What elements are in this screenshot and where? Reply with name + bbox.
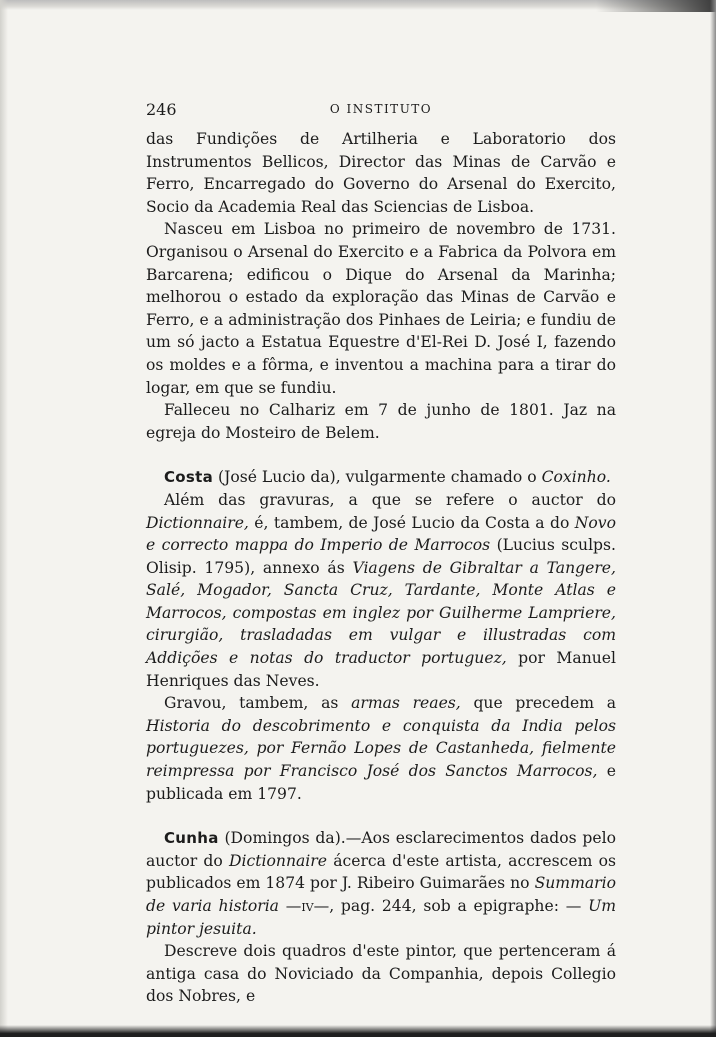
text-run: (José Lucio da), vulgarmente chamado o (213, 468, 542, 487)
running-title: O INSTITUTO (329, 102, 433, 116)
text-run: Gravou, tambem, as (164, 694, 352, 713)
paragraph-birth: Nasceu em Lisboa no primeiro de novembro de 1731. Organisou o Arsenal do Exercito e a Fabrica da Polvora em Barcarena; edificou o Dique do Arsenal da Marinha; melhorou o estado da exploração das Minas de Carvão e Ferro, e a administração dos Pinhaes de Leiria; e fundiu de um só jacto a Estatua Equestre d'El-Rei D. José I, fazendo os moldes e a fôrma, e inventou a machina para a tirar do logar, em que se fundiu. (146, 220, 616, 397)
italic-run: Dictionnaire, (146, 513, 249, 532)
page-number: 246 (146, 100, 177, 119)
italic-run: Summario de varia historia (146, 874, 616, 915)
italic-run: Dictionnaire (229, 851, 327, 870)
page-body (146, 128, 616, 1008)
scan-top-corner-shadow (596, 0, 716, 12)
text-run: Além das gravuras, a que se refere o auctor do (164, 490, 616, 509)
page-header (146, 100, 616, 128)
scan-right-edge (710, 0, 716, 1037)
text-run: (Lucius sculps. Olisip. 1795), annexo ás (146, 536, 617, 577)
entry-name-cunha: Cunha (164, 829, 219, 848)
italic-run: Coxinho. (541, 468, 611, 487)
italic-run: Um pintor jesuita. (146, 897, 616, 938)
entry-name-costa: Costa (164, 468, 214, 487)
entry-cunha-paragraph-2: Descreve dois quadros d'este pintor, que pertenceram á antiga casa do Noviciado da Companhia, depois Collegio dos Nobres, e (146, 942, 616, 1006)
entry-costa-heading (146, 466, 616, 489)
text-run: ácerca d'este artista, accrescem os publicados em 1874 por J. Ribeiro Guimarães no (146, 851, 616, 893)
text-run: (Domingos da).—Aos esclarecimentos dados pelo auctor do (146, 829, 616, 870)
text-run: —, pag. 244, sob a epigraphe: — (313, 897, 589, 915)
text-run: — (278, 897, 302, 915)
scan-bottom-edge (0, 1025, 716, 1037)
entry-costa-paragraph-2 (146, 489, 616, 692)
text-run: que precedem a (460, 694, 616, 713)
paragraph-intro: das Fundições de Artilheria e Laboratorio dos Instrumentos Bellicos, Director das Minas de Carvão e Ferro, Encarregado do Governo do Arsenal do Exercito, Socio da Academia Real das Sciencias de Lisboa. (146, 130, 616, 216)
paragraph-death: Falleceu no Calhariz em 7 de junho de 1801. Jaz na egreja do Mosteiro de Belem. (146, 401, 616, 442)
text-run: por Manuel Henriques das Neves. (146, 649, 616, 690)
section-spacer (146, 805, 616, 827)
text-run: e publicada em 1797. (146, 762, 616, 803)
small-caps-run: iv (301, 897, 314, 915)
italic-run: armas reaes, (351, 694, 461, 713)
italic-run: Viagens de Gibraltar a Tangere, Salé, Mogador, Sancta Cruz, Tardante, Monte Atlas e Marrocos, compostas em inglez por Guilherme Lampriere, cirurgião, trasladadas em vulgar e illustradas com Addições e notas do traductor portuguez, (146, 558, 616, 668)
text-run: é, tambem, de José Lucio da Costa a do (248, 513, 575, 532)
section-spacer (146, 444, 616, 466)
scan-left-edge (0, 0, 8, 1037)
book-page (146, 100, 616, 1008)
entry-costa-paragraph-3 (146, 692, 616, 805)
italic-run: Historia do descobrimento e conquista da India pelos portuguezes, por Fernão Lopes de Castanheda, fielmente reimpressa por Francisco José dos Sanctos Marrocos, (146, 716, 616, 781)
italic-run: Novo e correcto mappa do Imperio de Marrocos (146, 513, 616, 555)
entry-cunha-heading (146, 827, 616, 940)
